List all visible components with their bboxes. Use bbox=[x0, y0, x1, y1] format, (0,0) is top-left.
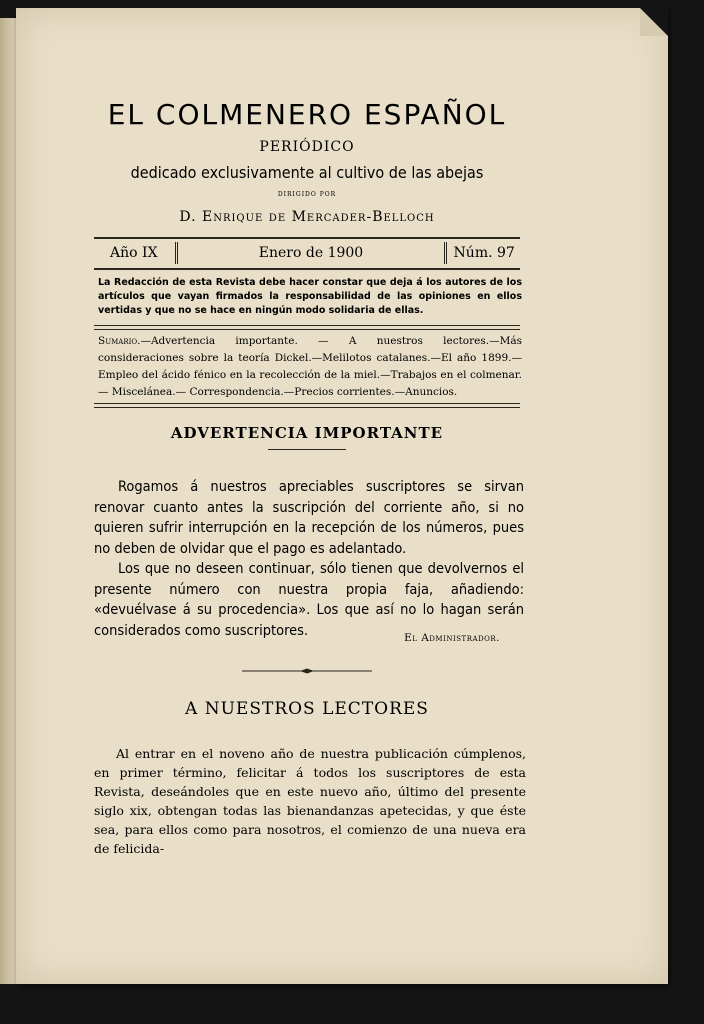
journal-subtitle: PERIÓDICO bbox=[259, 139, 355, 155]
header-rule-bottom bbox=[94, 268, 520, 270]
director-name: D. Enrique de Mercader-Belloch bbox=[179, 209, 435, 225]
header-rule-top bbox=[94, 237, 520, 239]
administrator-signature: El Administrador. bbox=[404, 632, 500, 644]
journal-tagline: dedicado exclusivamente al cultivo de las abejas bbox=[130, 163, 484, 182]
folded-corner bbox=[640, 8, 668, 36]
summary-text: —Advertencia importante. — A nuestros lectores.—Más consideraciones sobre la teoría Dickel.—Melilotos catalanes.—El año 1899.—Empleo del ácido fénico en la recolección de la miel.—Trabajos en el colmenar.— Miscelánea.— Correspondencia.—Precios corrientes.—Anuncios. bbox=[98, 335, 522, 398]
issue-number: Núm. 97 bbox=[453, 245, 515, 261]
advertencia-heading: ADVERTENCIA IMPORTANTE bbox=[170, 424, 444, 442]
lectores-paragraph: Al entrar en el noveno año de nuestra publicación cúmplenos, en primer término, felicitar á todos los suscriptores de esta Revista, deseándoles que en este nuevo año, último del presente siglo xix, obtengan todas las bienandanzas apetecidas, y que éste sea, para ellos como para nosotros, el comienzo de una nueva era de felicida- bbox=[94, 746, 526, 856]
directed-by-label: DIRIGIDO POR bbox=[277, 191, 337, 198]
summary bbox=[98, 333, 522, 401]
summary-rule-top bbox=[94, 325, 520, 330]
issue-separator bbox=[444, 242, 447, 264]
advertencia-body bbox=[94, 477, 524, 641]
advertencia-paragraph: Los que no deseen continuar, sólo tienen que devolvernos el presente número con nuestra propia faja, añadiendo: «devuélvase á su procedencia». Los que así no lo hagan serán considerados como suscriptores. bbox=[94, 561, 524, 639]
advertencia-heading-rule bbox=[268, 449, 346, 450]
issue-info-row bbox=[94, 240, 520, 266]
advertencia-paragraph: Rogamos á nuestros apreciables suscriptores se sirvan renovar cuanto antes la suscripción del corriente año, si no quieren sufrir interrupción en la recepción de los números, pues no deben de olvidar que el pago es adelantado. bbox=[94, 479, 524, 557]
lectores-heading: A NUESTROS LECTORES bbox=[185, 699, 429, 719]
summary-rule-bottom bbox=[94, 403, 520, 408]
issue-year: Año IX bbox=[110, 245, 158, 261]
issue-date: Enero de 1900 bbox=[258, 245, 364, 261]
issue-separator bbox=[175, 242, 178, 264]
journal-title: EL COLMENERO ESPAÑOL bbox=[107, 98, 507, 131]
editorial-notice: La Redacción de esta Revista debe hacer constar que deja á los autores de los artículos que vayan firmados la responsabilidad de las opiniones en ellos vertidas y que no se hace en ningún modo solidaria de ellas. bbox=[98, 277, 522, 316]
section-divider-ornament bbox=[242, 668, 372, 674]
summary-label: Sumario. bbox=[98, 335, 141, 347]
lectores-body bbox=[94, 744, 526, 858]
